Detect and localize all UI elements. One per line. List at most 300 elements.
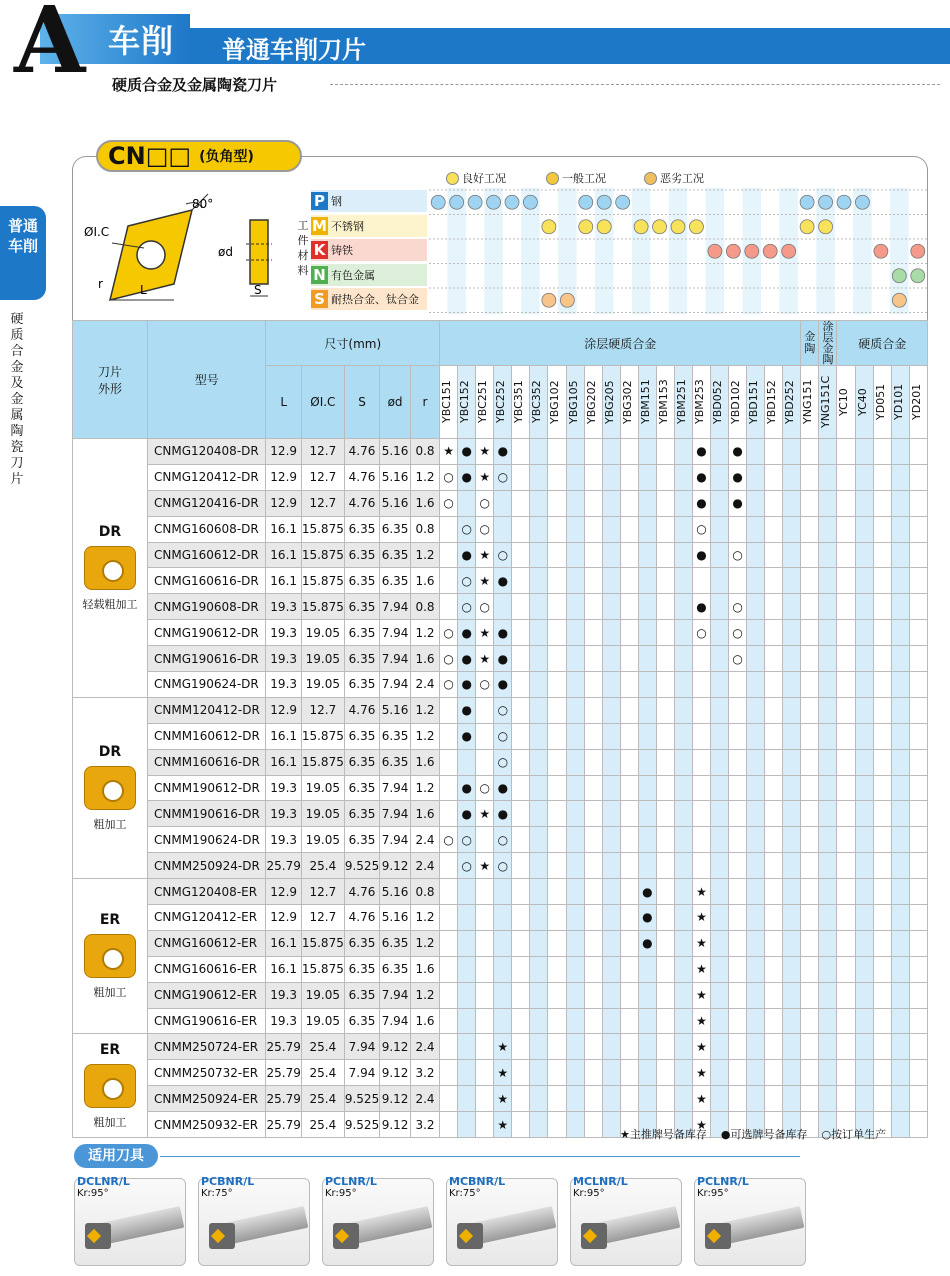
condition-face-icon [597, 195, 611, 209]
grade-mark [602, 1060, 620, 1086]
s-label: S [254, 283, 262, 297]
grade-mark [458, 1086, 476, 1112]
grade-header [711, 366, 729, 439]
grade-mark [801, 775, 819, 801]
grade-mark [765, 749, 783, 775]
dim-cell: 6.35 [380, 930, 411, 956]
dim-cell: 4.76 [344, 439, 379, 465]
grade-mark [873, 439, 891, 465]
grade-mark [783, 568, 801, 594]
dim-cell: 16.1 [266, 930, 301, 956]
grade-mark [729, 723, 747, 749]
grade-mark [512, 490, 530, 516]
grade-mark [602, 1112, 620, 1138]
grade-mark [692, 749, 710, 775]
dim-cell: 12.9 [266, 464, 301, 490]
condition-face-icon [874, 244, 888, 258]
grade-mark [584, 905, 602, 931]
grade-mark [891, 801, 909, 827]
dim-cell: 19.3 [266, 620, 301, 646]
grade-mark [801, 1008, 819, 1034]
dim-cell: 19.3 [266, 827, 301, 853]
group-coated-header: 涂层硬质合金 [440, 321, 801, 366]
tool-card[interactable] [74, 1175, 186, 1266]
grade-mark [530, 853, 548, 879]
grade-mark [548, 1034, 566, 1060]
grade-mark [530, 1034, 548, 1060]
grade-mark [692, 697, 710, 723]
grade-mark [783, 1086, 801, 1112]
grade-mark [692, 646, 710, 672]
grade-mark: ○ [458, 568, 476, 594]
condition-face-icon [819, 220, 833, 234]
condition-face-icon [505, 195, 519, 209]
grade-mark [801, 1060, 819, 1086]
grade-mark: ● [458, 775, 476, 801]
grade-mark [656, 697, 674, 723]
grade-mark [530, 982, 548, 1008]
grade-mark [855, 646, 873, 672]
grade-mark: ○ [476, 775, 494, 801]
dim-cell: 7.94 [344, 1034, 379, 1060]
legend-general-label: 一般工况 [562, 172, 606, 185]
grade-mark: ○ [440, 620, 458, 646]
grade-mark [837, 1060, 855, 1086]
grade-label: YNG151 [801, 379, 815, 425]
material-label-char: 料 [297, 264, 309, 277]
grade-mark [602, 775, 620, 801]
condition-face-icon [671, 220, 685, 234]
grade-mark [512, 723, 530, 749]
dim-cell: 15.875 [301, 956, 344, 982]
grade-mark [440, 982, 458, 1008]
grade-mark [638, 723, 656, 749]
condition-face-icon [782, 244, 796, 258]
grade-mark [747, 956, 765, 982]
dim-cell: 9.12 [380, 1112, 411, 1138]
grade-mark [638, 1086, 656, 1112]
grade-mark [458, 1112, 476, 1138]
table-row [73, 672, 928, 698]
grade-mark: ● [729, 464, 747, 490]
grade-header [602, 366, 620, 439]
grade-mark [620, 956, 638, 982]
tool-card[interactable] [198, 1175, 310, 1266]
grade-mark [909, 827, 927, 853]
grade-mark: ○ [458, 516, 476, 542]
grade-mark [602, 542, 620, 568]
grade-mark [729, 1086, 747, 1112]
grade-mark [674, 853, 692, 879]
grade-mark [440, 879, 458, 905]
grade-mark [440, 749, 458, 775]
grade-mark [440, 801, 458, 827]
grade-mark [747, 930, 765, 956]
dim-cell: 1.6 [410, 1008, 439, 1034]
tool-card[interactable] [694, 1175, 806, 1266]
grade-mark: ○ [458, 594, 476, 620]
grade-mark [620, 620, 638, 646]
grade-mark [873, 1034, 891, 1060]
l-label: L [140, 283, 147, 297]
dim-cell: 19.05 [301, 775, 344, 801]
grade-mark [783, 723, 801, 749]
grade-mark [458, 1060, 476, 1086]
grade-mark [783, 853, 801, 879]
dim-cell: 1.2 [410, 723, 439, 749]
grade-mark: ● [494, 439, 512, 465]
dim-header: L [266, 366, 301, 439]
grade-mark [656, 439, 674, 465]
insert-hole [137, 241, 165, 269]
grade-mark [711, 905, 729, 931]
grade-mark [512, 956, 530, 982]
grade-mark [620, 775, 638, 801]
grade-mark [855, 1034, 873, 1060]
grade-mark [638, 853, 656, 879]
grade-mark [873, 827, 891, 853]
grade-mark [494, 930, 512, 956]
grade-mark [891, 646, 909, 672]
grade-mark [566, 490, 584, 516]
grade-label: YBD151 [747, 380, 761, 424]
grade-mark [891, 956, 909, 982]
grade-mark [729, 672, 747, 698]
grade-mark [530, 905, 548, 931]
grade-header [873, 366, 891, 439]
grade-mark [476, 956, 494, 982]
grade-mark [729, 1008, 747, 1034]
grade-mark [783, 620, 801, 646]
grade-mark [783, 646, 801, 672]
tool-angle: Kr:95° [697, 1188, 729, 1199]
grade-mark [855, 775, 873, 801]
grade-header [692, 366, 710, 439]
grade-mark [566, 749, 584, 775]
grade-mark [638, 672, 656, 698]
grade-mark [458, 1034, 476, 1060]
grade-mark [440, 1060, 458, 1086]
grade-mark [711, 672, 729, 698]
grade-mark [548, 594, 566, 620]
dim-cell: 2.4 [410, 1034, 439, 1060]
grade-mark: ● [729, 490, 747, 516]
grade-mark [711, 982, 729, 1008]
dim-cell: 19.3 [266, 982, 301, 1008]
grade-mark [548, 568, 566, 594]
grade-mark [674, 879, 692, 905]
grade-mark [530, 723, 548, 749]
grade-mark [512, 905, 530, 931]
insert-side-view [250, 220, 268, 284]
grade-mark [440, 905, 458, 931]
grade-mark [891, 516, 909, 542]
tool-angle: Kr:95° [77, 1188, 109, 1199]
grade-mark [602, 723, 620, 749]
grade-mark [566, 827, 584, 853]
grade-mark [729, 749, 747, 775]
grade-mark [494, 516, 512, 542]
side-tab[interactable] [0, 206, 46, 300]
table-row [73, 542, 928, 568]
grade-mark [440, 594, 458, 620]
grade-mark [891, 464, 909, 490]
grade-mark [512, 853, 530, 879]
grade-mark [656, 749, 674, 775]
grade-mark [602, 801, 620, 827]
grade-mark: ○ [729, 542, 747, 568]
model-cell: CNMG190624-DR [148, 672, 266, 698]
grade-mark: ● [692, 439, 710, 465]
grade-mark: ● [692, 464, 710, 490]
grade-header [656, 366, 674, 439]
condition-face-icon [837, 195, 851, 209]
grade-mark [440, 1008, 458, 1034]
grade-mark [729, 956, 747, 982]
grade-mark [584, 1034, 602, 1060]
grade-mark [819, 723, 837, 749]
grade-mark [674, 672, 692, 698]
tool-name: PCLNR/L [325, 1175, 377, 1188]
grade-mark [711, 1008, 729, 1034]
grade-mark [620, 930, 638, 956]
grade-mark [530, 1086, 548, 1112]
dim-cell: 12.7 [301, 697, 344, 723]
grade-mark [837, 568, 855, 594]
grade-label: YC40 [855, 388, 869, 416]
grade-mark [891, 853, 909, 879]
tool-name: DCLNR/L [77, 1175, 130, 1188]
grade-label: YBD052 [711, 380, 725, 424]
insert-diagram [82, 188, 292, 308]
dim-cell: 12.7 [301, 439, 344, 465]
grade-mark [801, 439, 819, 465]
dim-cell: 0.8 [410, 879, 439, 905]
legend-good [446, 170, 506, 186]
legend-circle: ○按订单生产 [821, 1128, 887, 1141]
grade-mark [674, 1086, 692, 1112]
grade-mark: ★ [692, 905, 710, 931]
grade-mark [674, 930, 692, 956]
grade-mark [530, 672, 548, 698]
grade-mark [873, 620, 891, 646]
grade-mark [747, 801, 765, 827]
group-carbide-header: 硬质合金 [837, 321, 928, 366]
group-cermet-header: 金陶 [801, 321, 819, 366]
grade-mark [656, 879, 674, 905]
grade-mark [909, 1034, 927, 1060]
grade-mark [801, 956, 819, 982]
grade-mark [548, 697, 566, 723]
grade-mark [530, 697, 548, 723]
dim-cell: 6.35 [344, 801, 379, 827]
grade-label: YD051 [873, 383, 887, 421]
grade-mark [602, 646, 620, 672]
grade-mark [783, 672, 801, 698]
grade-mark [801, 516, 819, 542]
grade-mark [783, 827, 801, 853]
model-cell: CNMG120412-ER [148, 905, 266, 931]
dim-cell: 5.16 [380, 439, 411, 465]
grade-label: YBC152 [458, 380, 472, 424]
model-cell: CNMM190612-DR [148, 775, 266, 801]
grade-mark [476, 1060, 494, 1086]
table-row [73, 1034, 928, 1060]
grade-mark [530, 930, 548, 956]
grade-mark [855, 801, 873, 827]
dim-cell: 16.1 [266, 723, 301, 749]
side-char: 质 [10, 328, 24, 343]
grade-mark [891, 1034, 909, 1060]
condition-face-icon [542, 220, 556, 234]
grade-mark [548, 542, 566, 568]
tool-card[interactable] [322, 1175, 434, 1266]
grade-mark [801, 697, 819, 723]
grade-mark [656, 542, 674, 568]
grade-mark [458, 879, 476, 905]
grade-mark [837, 516, 855, 542]
dim-cell: 5.16 [380, 490, 411, 516]
grade-mark [873, 1008, 891, 1034]
material-letter: N [311, 266, 328, 284]
grade-mark [674, 1034, 692, 1060]
dim-cell: 12.7 [301, 905, 344, 931]
grade-mark [855, 723, 873, 749]
grade-mark [765, 930, 783, 956]
grade-mark [909, 568, 927, 594]
dim-cell: 6.35 [344, 516, 379, 542]
grade-mark [602, 490, 620, 516]
grade-mark [638, 568, 656, 594]
grade-mark [656, 930, 674, 956]
grade-header [765, 366, 783, 439]
grade-mark [747, 594, 765, 620]
grade-mark [512, 464, 530, 490]
chipbreaker-name: ER [99, 1041, 121, 1058]
chipbreaker-name: ER [99, 912, 121, 929]
d-label: ød [218, 245, 233, 259]
model-cell: CNMM120412-DR [148, 697, 266, 723]
dim-cell: 12.9 [266, 490, 301, 516]
grade-header [566, 366, 584, 439]
grade-mark [566, 853, 584, 879]
grade-mark [638, 1034, 656, 1060]
dim-cell: 16.1 [266, 568, 301, 594]
dim-cell: 5.16 [380, 464, 411, 490]
table-row [73, 620, 928, 646]
grade-mark [837, 956, 855, 982]
grade-mark [440, 1086, 458, 1112]
dim-cell: 19.05 [301, 982, 344, 1008]
dim-cell: 5.16 [380, 879, 411, 905]
model-cell: CNMM160612-DR [148, 723, 266, 749]
tool-card[interactable] [570, 1175, 682, 1266]
grade-mark [747, 1060, 765, 1086]
chipbreaker-name: DR [98, 523, 122, 540]
grade-mark [801, 827, 819, 853]
grade-mark [458, 956, 476, 982]
grade-mark [837, 723, 855, 749]
grade-mark [584, 982, 602, 1008]
grade-mark [620, 801, 638, 827]
dim-cell: 19.3 [266, 672, 301, 698]
dim-cell: 0.8 [410, 439, 439, 465]
grade-mark [620, 594, 638, 620]
grade-mark [891, 879, 909, 905]
grade-mark [674, 801, 692, 827]
grade-mark [476, 1034, 494, 1060]
grade-mark [584, 672, 602, 698]
grade-header [909, 366, 927, 439]
grade-header [801, 366, 819, 439]
grade-mark [855, 879, 873, 905]
condition-face-icon [726, 244, 740, 258]
tool-angle: Kr:95° [573, 1188, 605, 1199]
grade-mark [819, 490, 837, 516]
tool-card[interactable] [446, 1175, 558, 1266]
grade-mark [674, 439, 692, 465]
grade-mark [711, 1060, 729, 1086]
grade-mark [548, 516, 566, 542]
grade-mark [656, 490, 674, 516]
grade-mark [765, 1086, 783, 1112]
grade-mark [819, 1034, 837, 1060]
dim-cell: 19.3 [266, 594, 301, 620]
material-name: 耐热合金、钛合金 [331, 293, 419, 306]
grade-mark: ● [638, 905, 656, 931]
grade-mark [873, 723, 891, 749]
dim-cell: 1.6 [410, 801, 439, 827]
grade-mark [855, 594, 873, 620]
grade-mark [819, 982, 837, 1008]
grade-mark: ○ [440, 646, 458, 672]
grade-mark [440, 542, 458, 568]
grade-mark [512, 594, 530, 620]
grade-mark [566, 801, 584, 827]
grade-mark [566, 568, 584, 594]
grade-mark [494, 905, 512, 931]
grid-column-stripe [669, 188, 687, 314]
grade-mark: ★ [494, 1060, 512, 1086]
grade-mark [566, 646, 584, 672]
dim-cell: 1.2 [410, 620, 439, 646]
dim-cell: 2.4 [410, 827, 439, 853]
grade-mark [584, 594, 602, 620]
section-title: 硬质合金及金属陶瓷刀片 [112, 76, 278, 94]
grade-mark [602, 827, 620, 853]
insert-shape-cell [73, 1034, 148, 1138]
dim-cell: 1.2 [410, 905, 439, 931]
grade-mark [909, 1008, 927, 1034]
grade-mark [801, 723, 819, 749]
grade-mark [476, 697, 494, 723]
grade-mark [783, 594, 801, 620]
dim-cell: 15.875 [301, 568, 344, 594]
grade-mark [891, 749, 909, 775]
tool-name: PCLNR/L [697, 1175, 749, 1188]
grade-mark [837, 1008, 855, 1034]
grade-mark [891, 1008, 909, 1034]
grade-mark [711, 464, 729, 490]
condition-face-icon [579, 195, 593, 209]
dim-cell: 6.35 [380, 723, 411, 749]
grade-mark [530, 1060, 548, 1086]
grade-mark [891, 620, 909, 646]
side-char: 金 [10, 360, 24, 375]
grade-mark [602, 568, 620, 594]
legend-good-label: 良好工况 [462, 172, 506, 185]
grade-mark [548, 956, 566, 982]
